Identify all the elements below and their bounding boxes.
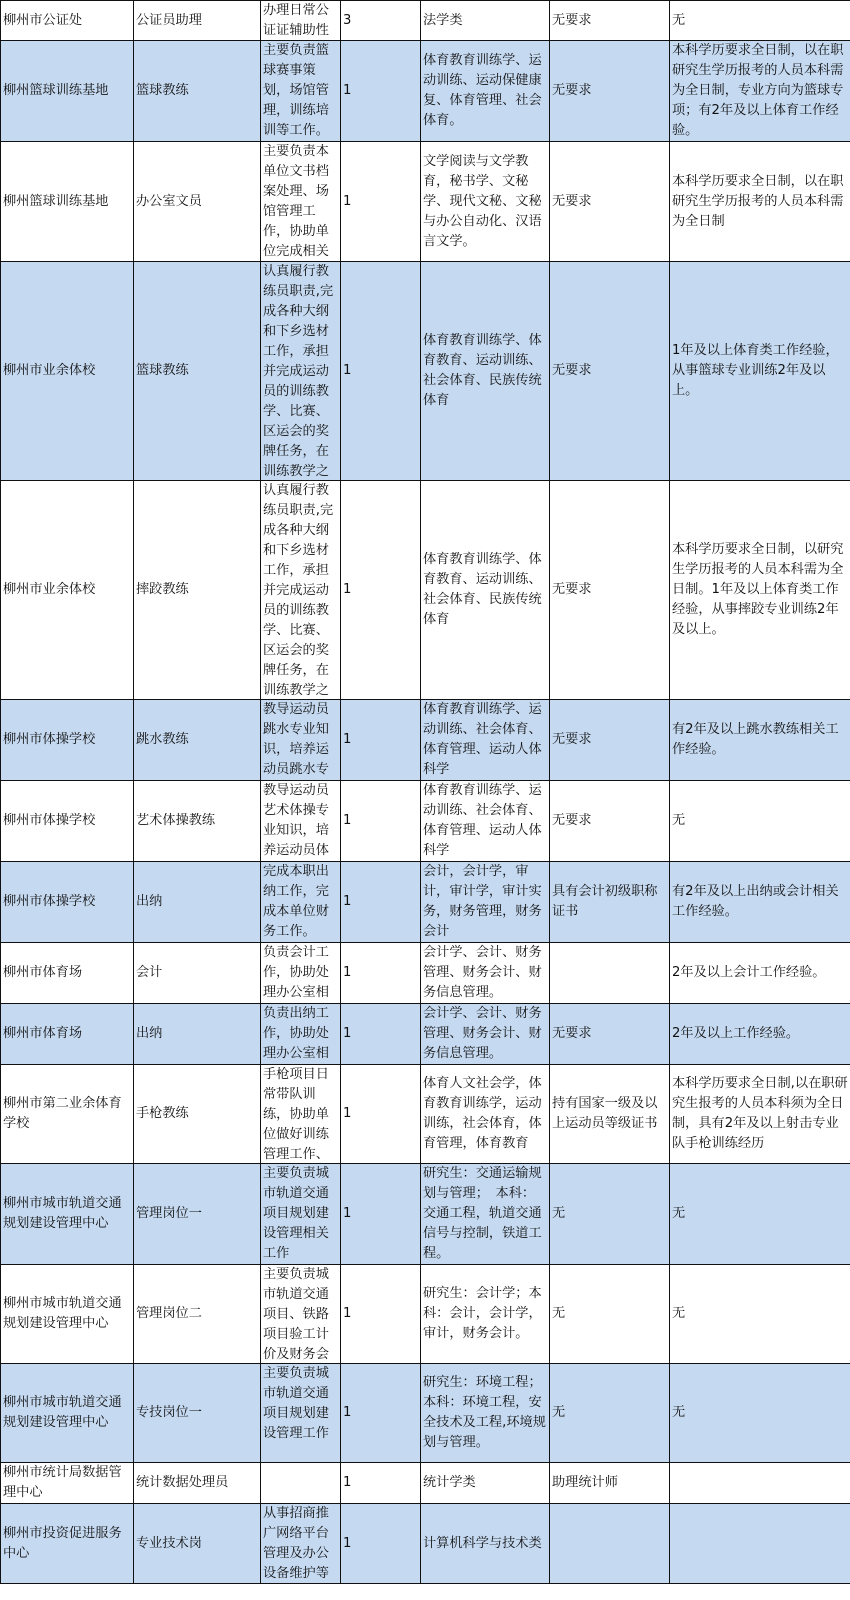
qualification-cell: 无要求 <box>550 262 670 481</box>
duties-cell <box>261 862 341 943</box>
qualification-cell: 无要求 <box>550 41 670 142</box>
duties-cell <box>261 262 341 481</box>
duties-cell <box>261 1065 341 1164</box>
duties-text: 主要负责城市轨道交通项目、铁路项目验工计价及财务会 <box>263 1267 329 1362</box>
major-cell: 体育教育训练学、运动训练、社会体育、体育管理、运动人体科学 <box>421 700 550 781</box>
position-cell: 出纳 <box>134 1004 261 1065</box>
other-requirements-cell: 有2年及以上跳水教练相关工作经验。 <box>670 700 850 781</box>
duties-cell <box>261 1164 341 1265</box>
other-requirements-cell: 本科学历要求全日制，以在职研究生学历报考的人员本科需为全日制，专业方向为篮球专项；有2年及以上体育工作经验。 <box>670 41 850 142</box>
unit-cell: 柳州市城市轨道交通规划建设管理中心 <box>1 1164 134 1265</box>
other-requirements-cell: 本科学历要求全日制,以在职研究生报考的人员本科须为全日制，具有2年及以上射击专业队手枪训练经历 <box>670 1065 850 1164</box>
other-requirements-cell: 无 <box>670 781 850 862</box>
position-cell: 办公室文员 <box>134 142 261 262</box>
duties-cell <box>261 481 341 700</box>
other-requirements-cell: 无 <box>670 1265 850 1364</box>
duties-text: 主要负责城市轨道交通项目规划建设管理工作 <box>263 1366 329 1441</box>
duties-text: 完成本职出纳工作，完成本单位财务工作。 <box>263 864 329 939</box>
duties-text: 教导运动员跳水专业知识，培养运动员跳水专 <box>263 702 329 777</box>
position-cell: 管理岗位二 <box>134 1265 261 1364</box>
table-row <box>1 1 850 41</box>
position-cell: 跳水教练 <box>134 700 261 781</box>
count-cell: 1 <box>341 1265 421 1364</box>
duties-text: 认真履行教练员职责,完成各种大纲和下乡选材工作，承担并完成运动员的训练教学、比赛、区运会的奖牌任务，在训练教学之 <box>263 483 334 698</box>
qualification-cell: 具有会计初级职称证书 <box>550 862 670 943</box>
other-requirements-cell: 有2年及以上出纳或会计相关工作经验。 <box>670 862 850 943</box>
table-row <box>1 1265 850 1364</box>
other-requirements-cell: 2年及以上工作经验。 <box>670 1004 850 1065</box>
position-cell: 专技岗位一 <box>134 1364 261 1463</box>
position-cell: 篮球教练 <box>134 262 261 481</box>
major-cell: 体育人文社会学，体育教育训练学，运动训练，社会体育，体育管理，体育教育 <box>421 1065 550 1164</box>
position-cell: 统计数据处理员 <box>134 1463 261 1504</box>
qualification-cell: 无要求 <box>550 1004 670 1065</box>
count-cell: 1 <box>341 781 421 862</box>
duties-cell <box>261 142 341 262</box>
count-cell: 3 <box>341 1 421 41</box>
duties-cell <box>261 1265 341 1364</box>
qualification-cell <box>550 1504 670 1584</box>
unit-cell: 柳州篮球训练基地 <box>1 41 134 142</box>
count-cell: 1 <box>341 1164 421 1265</box>
duties-text: 手枪项目日常带队训练，协助单位做好训练管理工作、 <box>263 1067 329 1162</box>
duties-cell <box>261 1504 341 1584</box>
table-row <box>1 142 850 262</box>
major-cell: 研究生：会计学；本科：会计，会计学，审计，财务会计。 <box>421 1265 550 1364</box>
major-cell: 计算机科学与技术类 <box>421 1504 550 1584</box>
duties-cell <box>261 781 341 862</box>
unit-cell: 柳州市业余体校 <box>1 481 134 700</box>
qualification-cell: 无要求 <box>550 1 670 41</box>
duties-cell <box>261 1004 341 1065</box>
unit-cell: 柳州市体育场 <box>1 943 134 1004</box>
other-requirements-cell <box>670 1463 850 1504</box>
count-cell: 1 <box>341 700 421 781</box>
duties-cell <box>261 700 341 781</box>
duties-text: 主要负责篮球赛事策划，场馆管理，训练培训等工作。 <box>263 43 329 138</box>
major-cell: 体育教育训练学、运动训练、社会体育、体育管理、运动人体科学 <box>421 781 550 862</box>
unit-cell: 柳州市体操学校 <box>1 700 134 781</box>
unit-cell: 柳州市统计局数据管理中心 <box>1 1463 134 1504</box>
duties-cell <box>261 1463 341 1504</box>
unit-cell: 柳州市体操学校 <box>1 862 134 943</box>
other-requirements-cell: 本科学历要求全日制，以研究生学历报考的人员本科需为全日制。1年及以上体育类工作经验，从事摔跤专业训练2年及以上。 <box>670 481 850 700</box>
position-cell: 公证员助理 <box>134 1 261 41</box>
table-row <box>1 700 850 781</box>
table-row <box>1 943 850 1004</box>
table-row <box>1 1004 850 1065</box>
qualification-cell: 助理统计师 <box>550 1463 670 1504</box>
duties-text: 认真履行教练员职责,完成各种大纲和下乡选材工作，承担并完成运动员的训练教学、比赛、区运会的奖牌任务，在训练教学之 <box>263 264 334 479</box>
duties-text: 负责出纳工作，协助处理办公室相 <box>263 1006 329 1061</box>
table-row <box>1 41 850 142</box>
major-cell: 体育教育训练学、体育教育、运动训练、社会体育、民族传统体育 <box>421 262 550 481</box>
count-cell: 1 <box>341 943 421 1004</box>
unit-cell: 柳州市业余体校 <box>1 262 134 481</box>
duties-text: 从事招商推广网络平台管理及办公设备维护等 <box>263 1506 329 1581</box>
duties-cell <box>261 41 341 142</box>
unit-cell: 柳州市城市轨道交通规划建设管理中心 <box>1 1265 134 1364</box>
unit-cell: 柳州市城市轨道交通规划建设管理中心 <box>1 1364 134 1463</box>
position-cell: 手枪教练 <box>134 1065 261 1164</box>
unit-cell: 柳州市第二业余体育学校 <box>1 1065 134 1164</box>
major-cell: 会计，会计学，审计，审计学，审计实务，财务管理，财务会计 <box>421 862 550 943</box>
qualification-cell <box>550 943 670 1004</box>
major-cell: 体育教育训练学、运动训练、运动保健康复、体育管理、社会体育。 <box>421 41 550 142</box>
table-row <box>1 481 850 700</box>
unit-cell: 柳州市公证处 <box>1 1 134 41</box>
count-cell: 1 <box>341 1463 421 1504</box>
table-row <box>1 862 850 943</box>
major-cell: 研究生：交通运输规划与管理； 本科：交通工程，轨道交通信号与控制，铁道工程。 <box>421 1164 550 1265</box>
qualification-cell: 持有国家一级及以上运动员等级证书 <box>550 1065 670 1164</box>
qualification-cell: 无 <box>550 1265 670 1364</box>
count-cell: 1 <box>341 142 421 262</box>
qualification-cell: 无要求 <box>550 700 670 781</box>
position-cell: 会计 <box>134 943 261 1004</box>
major-cell: 会计学、会计、财务管理、财务会计、财务信息管理。 <box>421 1004 550 1065</box>
other-requirements-cell: 无 <box>670 1364 850 1463</box>
qualification-cell: 无 <box>550 1164 670 1265</box>
unit-cell: 柳州市投资促进服务中心 <box>1 1504 134 1584</box>
count-cell: 1 <box>341 1004 421 1065</box>
duties-text: 主要负责本单位文书档案处理、场馆管理工作，协助单位完成相关 <box>263 144 329 259</box>
major-cell: 统计学类 <box>421 1463 550 1504</box>
qualification-cell: 无要求 <box>550 781 670 862</box>
position-cell: 篮球教练 <box>134 41 261 142</box>
table-row <box>1 781 850 862</box>
table-row <box>1 1463 850 1504</box>
count-cell: 1 <box>341 481 421 700</box>
major-cell: 法学类 <box>421 1 550 41</box>
table-row <box>1 1364 850 1463</box>
count-cell: 1 <box>341 262 421 481</box>
duties-text: 主要负责城市轨道交通项目规划建设管理相关工作 <box>263 1166 329 1261</box>
position-cell: 艺术体操教练 <box>134 781 261 862</box>
duties-cell <box>261 943 341 1004</box>
table-row <box>1 1164 850 1265</box>
other-requirements-cell: 1年及以上体育类工作经验，从事篮球专业训练2年及以上。 <box>670 262 850 481</box>
count-cell: 1 <box>341 41 421 142</box>
unit-cell: 柳州市体育场 <box>1 1004 134 1065</box>
table-row <box>1 1065 850 1164</box>
count-cell: 1 <box>341 1065 421 1164</box>
major-cell: 文学阅读与文学教育，秘书学、文秘学、现代文秘、文秘与办公自动化、汉语言文学。 <box>421 142 550 262</box>
position-cell: 管理岗位一 <box>134 1164 261 1265</box>
major-cell: 体育教育训练学、体育教育、运动训练、社会体育、民族传统体育 <box>421 481 550 700</box>
duties-text: 负责会计工作，协助处理办公室相 <box>263 945 329 1000</box>
other-requirements-cell <box>670 1504 850 1584</box>
count-cell: 1 <box>341 1504 421 1584</box>
duties-text: 办理日常公证证辅助性 <box>263 3 329 38</box>
count-cell: 1 <box>341 862 421 943</box>
qualification-cell: 无 <box>550 1364 670 1463</box>
other-requirements-cell: 2年及以上会计工作经验。 <box>670 943 850 1004</box>
other-requirements-cell: 本科学历要求全日制，以在职研究生学历报考的人员本科需为全日制 <box>670 142 850 262</box>
table-row <box>1 262 850 481</box>
unit-cell: 柳州篮球训练基地 <box>1 142 134 262</box>
unit-cell: 柳州市体操学校 <box>1 781 134 862</box>
major-cell: 研究生：环境工程；本科：环境工程，安全技术及工程,环境规划与管理。 <box>421 1364 550 1463</box>
position-cell: 摔跤教练 <box>134 481 261 700</box>
count-cell: 1 <box>341 1364 421 1463</box>
other-requirements-cell: 无 <box>670 1 850 41</box>
position-cell: 专业技术岗 <box>134 1504 261 1584</box>
qualification-cell: 无要求 <box>550 481 670 700</box>
qualification-cell: 无要求 <box>550 142 670 262</box>
duties-cell <box>261 1 341 41</box>
duties-text: 教导运动员艺术体操专业知识，培养运动员体 <box>263 783 329 858</box>
duties-cell <box>261 1364 341 1463</box>
table-row <box>1 1504 850 1584</box>
other-requirements-cell: 无 <box>670 1164 850 1265</box>
position-cell: 出纳 <box>134 862 261 943</box>
major-cell: 会计学、会计、财务管理、财务会计、财务信息管理。 <box>421 943 550 1004</box>
